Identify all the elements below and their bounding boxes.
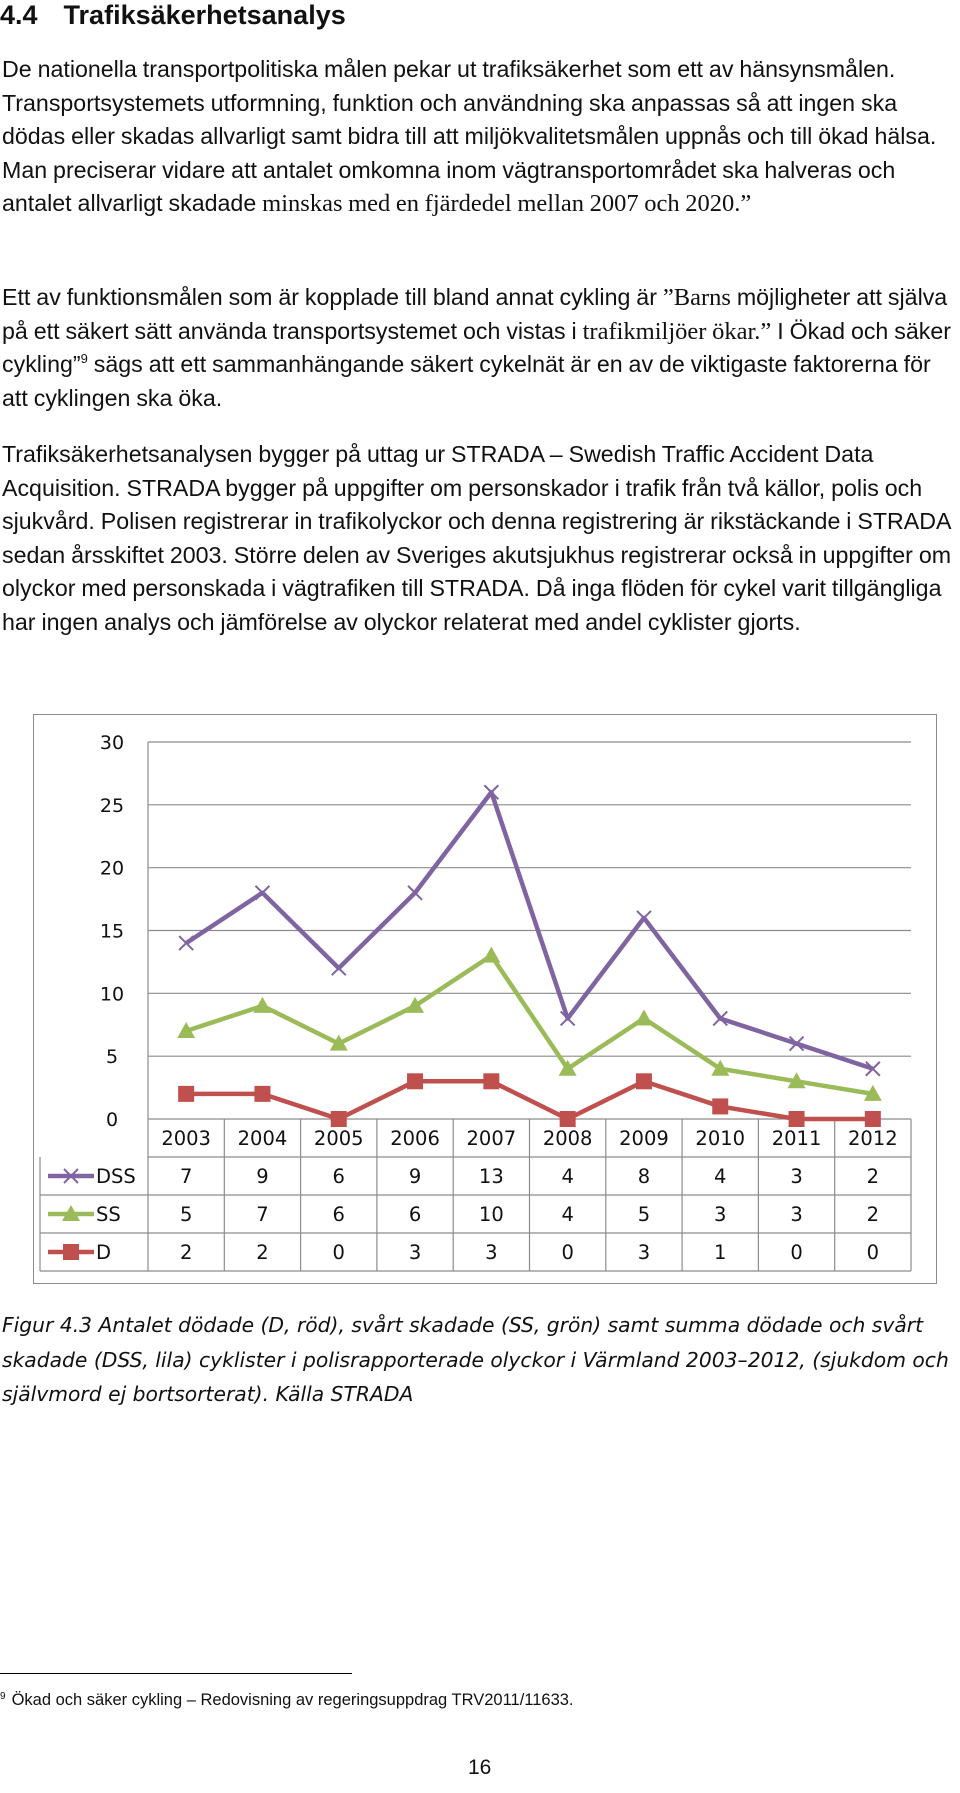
table-cell: 2: [866, 1165, 880, 1188]
x-tick-label: 2004: [237, 1127, 288, 1150]
table-cell: 6: [332, 1203, 345, 1226]
page-number: 16: [468, 1756, 492, 1779]
data-point-dss: [637, 911, 651, 925]
x-tick-label: 2011: [771, 1127, 822, 1150]
y-tick-label: 30: [99, 732, 125, 754]
table-cell: 6: [332, 1165, 345, 1188]
data-point-d: [178, 1086, 194, 1102]
y-tick-label: 0: [105, 1109, 119, 1131]
legend-label-d: D: [96, 1241, 112, 1264]
table-cell: 2: [866, 1203, 880, 1226]
paragraph1-quote-tail: minskas med en fjärdedel mellan 2007 och 2020.”: [262, 190, 752, 217]
data-point-d: [636, 1073, 652, 1089]
section-title: Trafiksäkerhetsanalys: [63, 0, 346, 30]
data-point-ss: [635, 1009, 653, 1025]
legend-label-ss: SS: [96, 1203, 121, 1226]
data-point-d: [331, 1111, 347, 1127]
x-tick-label: 2007: [466, 1127, 517, 1150]
data-point-dss: [179, 936, 193, 950]
section-number: 4.4: [0, 0, 38, 30]
data-point-dss: [332, 961, 346, 975]
table-cell: 6: [408, 1203, 422, 1226]
table-cell: 3: [790, 1165, 803, 1188]
data-point-d: [560, 1111, 576, 1127]
paragraph2-quote-close: trafikmiljöer ökar.”: [582, 317, 772, 345]
x-tick-label: 2006: [390, 1127, 440, 1150]
table-cell: 0: [866, 1241, 880, 1264]
x-tick-label: 2010: [695, 1127, 746, 1150]
data-point-d: [483, 1073, 499, 1089]
y-tick-label: 10: [99, 983, 125, 1006]
table-cell: 3: [485, 1241, 498, 1264]
x-tick-label: 2012: [848, 1127, 898, 1150]
table-cell: 13: [478, 1165, 504, 1188]
paragraph2-text2: möjligheter att själva på ett säkert sätt använda transportsystemet och vistas i: [2, 284, 948, 344]
figure-caption: Figur 4.3 Antalet dödade (D, röd), svårt skadade (SS, grön) samt summa dödade och svårt skadade (DSS, lila) cyklister i polisrapporterade olyckor i Värmland 2003–2012, (sjukdom och självmord ej bortsorterat). Källa STRADA: [2, 1313, 949, 1406]
data-point-d: [789, 1111, 805, 1127]
table-cell: 5: [637, 1203, 651, 1226]
footnote: [0, 1688, 574, 1712]
data-point-dss: [255, 886, 269, 900]
table-cell: 0: [332, 1241, 345, 1264]
footnote-reference[interactable]: 9: [80, 351, 88, 366]
series-line-d: [186, 1081, 873, 1119]
table-cell: 7: [256, 1203, 269, 1226]
footnote-divider: [0, 1673, 352, 1674]
paragraph-function-goals: [2, 281, 954, 415]
y-tick-label: 20: [99, 857, 125, 880]
data-point-ss: [253, 997, 271, 1013]
table-cell: 5: [179, 1203, 193, 1226]
footnote-number: 9: [0, 1691, 6, 1702]
paragraph-transport-goals: [2, 53, 954, 221]
paragraph2-text1: Ett av funktionsmålen som är kopplade till bland annat cykling är: [2, 284, 663, 310]
line-chart: [34, 715, 938, 1285]
data-point-dss: [408, 886, 422, 900]
table-cell: 8: [637, 1165, 651, 1188]
paragraph1-text: De nationella transportpolitiska målen pekar ut trafiksäkerhet som ett av hänsynsmålen. Transportsystemets utformning, funktion och användning ska anpassas så att ingen ska dödas eller skadas allvarligt samt bidra till att miljökvalitetsmålen uppnås och till ökad hälsa. Man preciserar vidare att antalet omkomna inom vägtransportområdet ska halveras och antalet allvarligt skadade: [2, 56, 937, 216]
legend-label-dss: DSS: [96, 1165, 136, 1188]
y-tick-label: 25: [99, 794, 125, 817]
chart-frame: [33, 714, 937, 1284]
series-line-ss: [186, 956, 873, 1094]
data-point-d: [254, 1086, 270, 1102]
data-point-ss: [482, 947, 500, 963]
table-cell: 3: [714, 1203, 727, 1226]
data-point-d: [865, 1111, 881, 1127]
footnote-text: Ökad och säker cykling – Redovisning av regeringsuppdrag TRV2011/11633.: [11, 1691, 574, 1709]
table-cell: 4: [561, 1203, 574, 1226]
y-tick-label: 15: [99, 920, 125, 943]
data-point-d: [712, 1098, 728, 1114]
paragraph2-text3: I Ökad och säker cykling”: [2, 317, 951, 377]
table-cell: 2: [256, 1241, 269, 1264]
table-cell: 3: [790, 1203, 803, 1226]
table-cell: 3: [408, 1241, 422, 1264]
table-cell: 7: [179, 1165, 193, 1188]
paragraph3-text: Trafiksäkerhetsanalysen bygger på uttag ur STRADA – Swedish Traffic Accident Data Acquisition. STRADA bygger på uppgifter om personskador i trafik från två källor, polis och sjukvård. Polisen registrerar in trafikolyckor och denna registrering är rikstäckande i STRADA sedan årsskiftet 2003. Större delen av Sveriges akutsjukhus registrerar också in uppgifter om olyckor med personskada i vägtrafiken till STRADA. Då inga flöden för cykel varit tillgängliga har ingen analys och jämförelse av olyckor relaterat med andel cyklister gjorts.: [2, 441, 952, 635]
x-tick-label: 2009: [619, 1127, 669, 1150]
table-cell: 9: [408, 1165, 422, 1188]
table-cell: 0: [561, 1241, 574, 1264]
table-cell: 10: [478, 1203, 504, 1226]
data-point-d: [407, 1073, 423, 1089]
table-cell: 0: [790, 1241, 803, 1264]
table-cell: 9: [256, 1165, 269, 1188]
paragraph2-quote-open: ”Barns: [662, 284, 731, 311]
paragraph2-text4: sägs att ett sammanhängande säkert cykelnät är en av de viktigaste faktorerna för att cyklingen ska öka.: [2, 351, 931, 411]
table-cell: 1: [714, 1241, 727, 1264]
x-tick-label: 2008: [542, 1127, 593, 1150]
table-cell: 4: [714, 1165, 727, 1188]
table-cell: 4: [561, 1165, 574, 1188]
table-cell: 2: [179, 1241, 193, 1264]
x-tick-label: 2005: [313, 1127, 364, 1150]
x-tick-label: 2003: [161, 1127, 211, 1150]
table-cell: 3: [637, 1241, 651, 1264]
y-tick-label: 5: [105, 1046, 119, 1069]
section-heading: [0, 0, 346, 30]
legend-marker-d: [63, 1244, 79, 1260]
paragraph-strada: [2, 438, 954, 639]
